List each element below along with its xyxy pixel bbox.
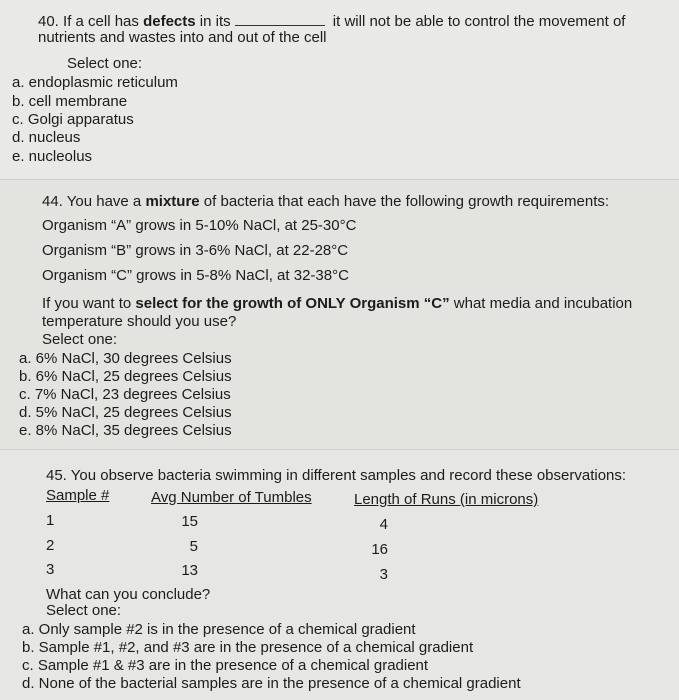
question-45-panel: [0, 450, 679, 700]
q45-row2-sample: 2: [46, 537, 55, 554]
q45-stem: 45. You observe bacteria swimming in different samples and record these observations:: [46, 467, 627, 484]
q45-select-label: Select one:: [46, 602, 122, 619]
q45-option-a[interactable]: a. Only sample #2 is in the presence of a chemical gradient: [22, 621, 416, 638]
q40-stem-line1: [38, 11, 625, 31]
q40-select-label: Select one:: [67, 55, 143, 72]
q45-option-b[interactable]: b. Sample #1, #2, and #3 are in the presence of a chemical gradient: [22, 639, 474, 656]
q45-header-tumbles: Avg Number of Tumbles: [151, 489, 312, 506]
q45-row1-sample: 1: [46, 512, 55, 529]
q44-ask-post: what media and incubation: [453, 295, 633, 312]
q44-stem: [42, 193, 609, 211]
q44-stem-pre: 44. You have a: [42, 193, 142, 210]
q45-row3-runs: 3: [379, 566, 388, 583]
q44-select-label: Select one:: [42, 331, 118, 348]
q44-option-a[interactable]: a. 6% NaCl, 30 degrees Celsius: [19, 350, 232, 367]
q45-row3-sample: 3: [46, 561, 55, 578]
q44-option-c[interactable]: c. 7% NaCl, 23 degrees Celsius: [19, 386, 231, 403]
q45-ask: What can you conclude?: [46, 586, 211, 603]
q44-stem-post: of bacteria that each have the following growth requirements:: [203, 193, 610, 210]
q40-option-e[interactable]: e. nucleolus: [12, 148, 93, 165]
q44-option-e[interactable]: e. 8% NaCl, 35 degrees Celsius: [19, 422, 232, 439]
q44-ask-pre: If you want to: [42, 295, 132, 312]
q45-header-sample: Sample #: [46, 487, 110, 504]
q44-organism-b: Organism “B” grows in 3-6% NaCl, at 22-28°C: [42, 242, 349, 259]
question-40-panel: [0, 0, 679, 180]
q45-row2-runs: 16: [371, 541, 388, 558]
q40-stem-pre: If a cell has: [63, 13, 139, 30]
q40-option-b[interactable]: b. cell membrane: [12, 93, 128, 110]
q44-organism-a: Organism “A” grows in 5-10% NaCl, at 25-30°C: [42, 217, 357, 234]
q44-ask: [42, 295, 632, 313]
question-44-panel: [0, 180, 679, 450]
q45-row1-runs: 4: [379, 516, 388, 533]
q40-option-a[interactable]: a. endoplasmic reticulum: [12, 74, 178, 91]
q40-number: 40.: [38, 13, 59, 30]
q40-stem-post: it will not be able to control the movement of: [332, 13, 626, 30]
q44-option-d[interactable]: d. 5% NaCl, 25 degrees Celsius: [19, 404, 232, 421]
q40-stem-bold: defects: [143, 13, 196, 30]
q44-option-b[interactable]: b. 6% NaCl, 25 degrees Celsius: [19, 368, 232, 385]
q44-ask-line2: temperature should you use?: [42, 313, 237, 330]
q40-blank: [235, 11, 325, 26]
q40-stem-line2: nutrients and wastes into and out of the cell: [38, 29, 327, 46]
q44-ask-bold: select for the growth of ONLY Organism “C”: [135, 295, 450, 312]
q40-stem-mid: in its: [199, 13, 231, 30]
q45-header-runs: Length of Runs (in microns): [354, 491, 539, 508]
q44-stem-bold: mixture: [145, 193, 200, 210]
q40-option-d[interactable]: d. nucleus: [12, 129, 81, 146]
q45-row3-tumbles: 13: [181, 562, 198, 579]
q40-option-c[interactable]: c. Golgi apparatus: [12, 111, 134, 128]
q45-option-d[interactable]: d. None of the bacterial samples are in the presence of a chemical gradient: [22, 675, 521, 692]
q44-organism-c: Organism “C” grows in 5-8% NaCl, at 32-38°C: [42, 267, 349, 284]
q45-row2-tumbles: 5: [189, 538, 198, 555]
q45-row1-tumbles: 15: [181, 513, 198, 530]
q45-option-c[interactable]: c. Sample #1 & #3 are in the presence of a chemical gradient: [22, 657, 429, 674]
